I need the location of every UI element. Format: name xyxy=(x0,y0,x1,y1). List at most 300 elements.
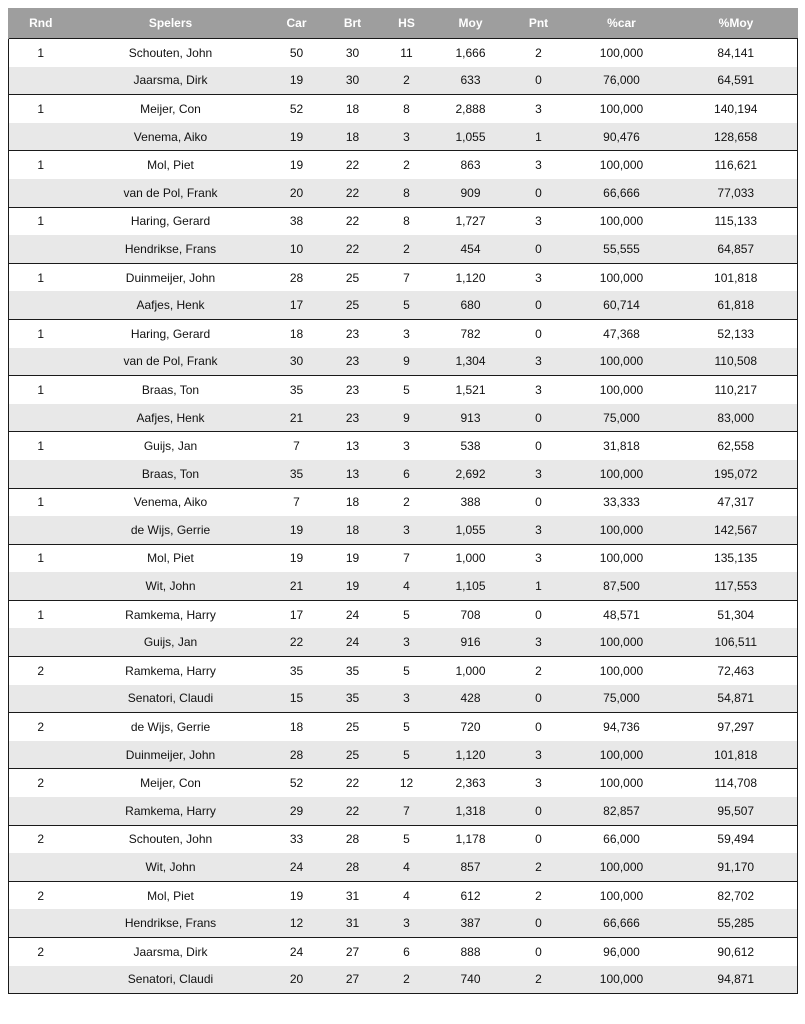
table-row xyxy=(9,713,798,741)
cell-pnt: 3 xyxy=(535,101,542,116)
cell-pct-car: 100,000 xyxy=(599,158,644,173)
header-hs: HS xyxy=(381,8,433,39)
table-row xyxy=(9,123,798,151)
cell-hs: 6 xyxy=(403,944,410,959)
cell-moy: 857 xyxy=(433,853,509,881)
cell-brt: 27 xyxy=(345,944,360,959)
cell-pct-moy: 135,135 xyxy=(675,544,798,572)
cell-rnd xyxy=(9,572,73,600)
results-body xyxy=(9,39,798,994)
cell-hs: 5 xyxy=(403,832,410,847)
cell-brt: 24 xyxy=(345,607,360,622)
cell-pct-car: 100,000 xyxy=(569,460,675,488)
cell-brt: 22 xyxy=(345,776,360,791)
cell-pnt: 3 xyxy=(535,270,542,285)
table-row xyxy=(9,853,798,881)
cell-player-name: Schouten, John xyxy=(128,45,213,60)
cell-moy: 388 xyxy=(460,495,481,510)
header-rnd: Rnd xyxy=(9,8,73,39)
cell-pct-car: 100,000 xyxy=(599,270,644,285)
cell-pct-moy: 110,508 xyxy=(675,348,798,376)
cell-rnd xyxy=(9,853,73,881)
table-row xyxy=(9,151,798,179)
cell-pnt: 0 xyxy=(509,404,569,432)
cell-player-name: Aafjes, Henk xyxy=(73,291,269,319)
cell-player-name: Braas, Ton xyxy=(141,382,200,397)
cell-car: 7 xyxy=(293,439,300,454)
cell-moy: 1,000 xyxy=(455,663,486,678)
cell-pct-moy: 115,133 xyxy=(675,207,798,235)
cell-player-name: Duinmeijer, John xyxy=(125,270,216,285)
cell-moy: 916 xyxy=(433,628,509,656)
cell-brt: 22 xyxy=(325,797,381,825)
table-row xyxy=(9,319,798,347)
cell-pct-car: 100,000 xyxy=(569,741,675,769)
cell-rnd xyxy=(9,797,73,825)
cell-rnd: 2 xyxy=(9,769,73,797)
cell-pct-moy: 110,217 xyxy=(675,376,798,404)
cell-car: 18 xyxy=(289,720,304,735)
cell-pct-moy: 52,133 xyxy=(675,319,798,347)
cell-rnd: 1 xyxy=(9,432,73,460)
cell-pct-moy: 140,194 xyxy=(675,95,798,123)
cell-pct-car: 100,000 xyxy=(599,382,644,397)
cell-car: 35 xyxy=(289,663,304,678)
cell-hs: 4 xyxy=(403,888,410,903)
header-pct-moy: %Moy xyxy=(675,8,798,39)
cell-hs: 5 xyxy=(403,720,410,735)
cell-player-name: Meijer, Con xyxy=(140,776,201,791)
cell-pct-car: 87,500 xyxy=(569,572,675,600)
cell-pnt: 0 xyxy=(509,291,569,319)
cell-rnd xyxy=(9,516,73,544)
cell-pct-moy: 64,591 xyxy=(675,67,798,95)
cell-car: 19 xyxy=(269,123,325,151)
cell-pct-moy: 77,033 xyxy=(675,179,798,207)
cell-hs: 2 xyxy=(381,235,433,263)
cell-rnd: 1 xyxy=(9,600,73,628)
cell-player-name: Jaarsma, Dirk xyxy=(73,67,269,95)
cell-pct-car: 31,818 xyxy=(603,439,640,454)
cell-pct-car: 100,000 xyxy=(569,516,675,544)
cell-car: 7 xyxy=(293,495,300,510)
cell-pnt: 0 xyxy=(509,179,569,207)
table-row xyxy=(9,376,798,404)
cell-hs: 3 xyxy=(403,326,410,341)
cell-hs: 6 xyxy=(381,460,433,488)
cell-hs: 12 xyxy=(399,776,414,791)
cell-pct-car: 55,555 xyxy=(569,235,675,263)
cell-car: 17 xyxy=(289,607,304,622)
cell-brt: 18 xyxy=(325,123,381,151)
cell-pct-car: 100,000 xyxy=(569,628,675,656)
cell-pnt: 0 xyxy=(535,720,542,735)
cell-hs: 8 xyxy=(403,214,410,229)
cell-pct-moy: 94,871 xyxy=(675,966,798,994)
cell-player-name: Venema, Aiko xyxy=(73,123,269,151)
cell-pnt: 1 xyxy=(509,572,569,600)
cell-pnt: 2 xyxy=(535,663,542,678)
cell-brt: 27 xyxy=(325,966,381,994)
cell-brt: 13 xyxy=(325,460,381,488)
cell-brt: 23 xyxy=(325,348,381,376)
cell-hs: 7 xyxy=(403,270,410,285)
cell-pct-car: 100,000 xyxy=(599,45,644,60)
cell-pnt: 0 xyxy=(535,944,542,959)
cell-moy: 1,666 xyxy=(455,45,486,60)
table-row xyxy=(9,235,798,263)
cell-pct-car: 47,368 xyxy=(603,326,640,341)
cell-rnd: 2 xyxy=(9,825,73,853)
cell-car: 19 xyxy=(269,67,325,95)
table-row xyxy=(9,291,798,319)
cell-hs: 8 xyxy=(403,101,410,116)
cell-pct-moy: 116,621 xyxy=(675,151,798,179)
cell-pnt: 3 xyxy=(535,158,542,173)
cell-rnd xyxy=(9,123,73,151)
cell-rnd: 2 xyxy=(9,657,73,685)
cell-hs: 11 xyxy=(400,45,413,60)
cell-rnd: 1 xyxy=(9,39,73,67)
cell-hs: 3 xyxy=(403,439,410,454)
cell-pct-moy: 90,612 xyxy=(675,938,798,966)
cell-hs: 4 xyxy=(381,853,433,881)
cell-brt: 25 xyxy=(325,741,381,769)
cell-moy: 680 xyxy=(433,291,509,319)
cell-pct-moy: 64,857 xyxy=(675,235,798,263)
cell-pct-moy: 83,000 xyxy=(675,404,798,432)
table-row xyxy=(9,348,798,376)
cell-pct-moy: 82,702 xyxy=(675,881,798,909)
cell-brt: 25 xyxy=(345,720,360,735)
cell-brt: 19 xyxy=(345,551,360,566)
cell-moy: 1,304 xyxy=(433,348,509,376)
cell-brt: 22 xyxy=(325,179,381,207)
cell-hs: 7 xyxy=(381,797,433,825)
table-row xyxy=(9,404,798,432)
cell-car: 28 xyxy=(289,270,304,285)
results-table xyxy=(8,8,798,994)
cell-car: 19 xyxy=(289,551,304,566)
cell-brt: 31 xyxy=(325,909,381,937)
cell-moy: 633 xyxy=(433,67,509,95)
cell-brt: 22 xyxy=(325,235,381,263)
cell-player-name: Hendrikse, Frans xyxy=(73,909,269,937)
cell-car: 19 xyxy=(289,158,304,173)
cell-pct-moy: 47,317 xyxy=(675,488,798,516)
cell-pct-car: 100,000 xyxy=(599,214,644,229)
cell-brt: 30 xyxy=(325,67,381,95)
cell-player-name: Aafjes, Henk xyxy=(73,404,269,432)
cell-moy: 2,363 xyxy=(455,776,486,791)
cell-rnd xyxy=(9,909,73,937)
cell-pct-moy: 128,658 xyxy=(675,123,798,151)
cell-pnt: 3 xyxy=(509,741,569,769)
cell-moy: 1,178 xyxy=(455,832,486,847)
cell-pct-car: 100,000 xyxy=(569,966,675,994)
table-row xyxy=(9,516,798,544)
cell-pct-moy: 51,304 xyxy=(675,600,798,628)
cell-brt: 28 xyxy=(325,853,381,881)
table-row xyxy=(9,909,798,937)
cell-brt: 28 xyxy=(345,832,360,847)
cell-pct-moy: 101,818 xyxy=(675,741,798,769)
cell-brt: 18 xyxy=(345,495,360,510)
table-row xyxy=(9,263,798,291)
header-row xyxy=(9,8,798,39)
cell-car: 52 xyxy=(289,101,304,116)
cell-brt: 23 xyxy=(345,382,360,397)
cell-moy: 1,521 xyxy=(455,382,486,397)
cell-rnd: 2 xyxy=(9,713,73,741)
cell-rnd: 2 xyxy=(9,881,73,909)
cell-pnt: 0 xyxy=(509,235,569,263)
cell-moy: 1,727 xyxy=(455,214,486,229)
cell-pct-moy: 59,494 xyxy=(675,825,798,853)
cell-moy: 538 xyxy=(460,439,481,454)
cell-hs: 9 xyxy=(381,404,433,432)
cell-pct-car: 33,333 xyxy=(603,495,640,510)
cell-rnd: 1 xyxy=(9,207,73,235)
table-row xyxy=(9,938,798,966)
cell-pct-moy: 55,285 xyxy=(675,909,798,937)
table-row xyxy=(9,797,798,825)
cell-player-name: de Wijs, Gerrie xyxy=(73,516,269,544)
cell-moy: 387 xyxy=(433,909,509,937)
cell-moy: 888 xyxy=(460,944,481,959)
cell-rnd: 2 xyxy=(9,938,73,966)
table-row xyxy=(9,207,798,235)
cell-pnt: 0 xyxy=(535,495,542,510)
cell-pct-car: 66,666 xyxy=(569,179,675,207)
cell-car: 19 xyxy=(269,516,325,544)
cell-hs: 2 xyxy=(381,966,433,994)
cell-car: 20 xyxy=(269,966,325,994)
cell-rnd: 1 xyxy=(9,151,73,179)
cell-pnt: 0 xyxy=(535,439,542,454)
cell-pct-car: 75,000 xyxy=(569,685,675,713)
cell-player-name: Ramkema, Harry xyxy=(125,663,216,678)
cell-pnt: 0 xyxy=(509,797,569,825)
cell-player-name: Meijer, Con xyxy=(140,101,201,116)
cell-pct-moy: 106,511 xyxy=(675,628,798,656)
cell-hs: 5 xyxy=(403,382,410,397)
cell-player-name: Mol, Piet xyxy=(147,158,194,173)
table-row xyxy=(9,460,798,488)
cell-car: 10 xyxy=(269,235,325,263)
cell-pct-car: 100,000 xyxy=(599,551,644,566)
cell-car: 24 xyxy=(289,944,304,959)
header-car: Car xyxy=(269,8,325,39)
cell-pct-car: 94,736 xyxy=(603,720,640,735)
cell-pnt: 2 xyxy=(509,966,569,994)
cell-rnd xyxy=(9,628,73,656)
cell-brt: 30 xyxy=(345,45,360,60)
table-row xyxy=(9,39,798,67)
table-row xyxy=(9,95,798,123)
cell-hs: 3 xyxy=(381,123,433,151)
cell-moy: 1,318 xyxy=(433,797,509,825)
cell-pnt: 1 xyxy=(509,123,569,151)
cell-player-name: van de Pol, Frank xyxy=(73,348,269,376)
cell-hs: 5 xyxy=(403,663,410,678)
cell-moy: 913 xyxy=(433,404,509,432)
cell-hs: 2 xyxy=(403,495,410,510)
header-moy: Moy xyxy=(433,8,509,39)
cell-pct-car: 90,476 xyxy=(569,123,675,151)
cell-pct-moy: 72,463 xyxy=(675,657,798,685)
table-row xyxy=(9,685,798,713)
cell-brt: 22 xyxy=(345,214,360,229)
cell-rnd xyxy=(9,404,73,432)
cell-hs: 3 xyxy=(381,628,433,656)
cell-pnt: 3 xyxy=(509,348,569,376)
cell-player-name: Guijs, Jan xyxy=(143,439,198,454)
cell-car: 30 xyxy=(269,348,325,376)
cell-player-name: van de Pol, Frank xyxy=(73,179,269,207)
header-spelers: Spelers xyxy=(73,8,269,39)
cell-player-name: Senatori, Claudi xyxy=(73,685,269,713)
cell-pct-moy: 117,553 xyxy=(675,572,798,600)
table-row xyxy=(9,628,798,656)
cell-car: 24 xyxy=(269,853,325,881)
table-row xyxy=(9,769,798,797)
cell-pct-moy: 84,141 xyxy=(675,39,798,67)
table-row xyxy=(9,881,798,909)
cell-pct-moy: 114,708 xyxy=(675,769,798,797)
cell-moy: 2,692 xyxy=(433,460,509,488)
cell-brt: 22 xyxy=(345,158,360,173)
cell-player-name: Schouten, John xyxy=(128,832,213,847)
cell-player-name: Mol, Piet xyxy=(147,888,194,903)
cell-car: 21 xyxy=(269,572,325,600)
cell-hs: 5 xyxy=(403,607,410,622)
cell-brt: 24 xyxy=(325,628,381,656)
cell-pct-car: 82,857 xyxy=(569,797,675,825)
cell-hs: 3 xyxy=(381,685,433,713)
cell-moy: 428 xyxy=(433,685,509,713)
cell-moy: 1,105 xyxy=(433,572,509,600)
cell-rnd: 1 xyxy=(9,263,73,291)
cell-hs: 5 xyxy=(381,291,433,319)
cell-pct-car: 100,000 xyxy=(599,663,644,678)
cell-pnt: 0 xyxy=(535,607,542,622)
cell-pnt: 0 xyxy=(509,67,569,95)
cell-rnd xyxy=(9,235,73,263)
cell-car: 18 xyxy=(289,326,304,341)
cell-player-name: de Wijs, Gerrie xyxy=(130,720,211,735)
cell-rnd xyxy=(9,291,73,319)
table-row xyxy=(9,488,798,516)
cell-hs: 4 xyxy=(381,572,433,600)
cell-pct-car: 100,000 xyxy=(569,853,675,881)
header-pnt: Pnt xyxy=(509,8,569,39)
cell-moy: 720 xyxy=(460,720,481,735)
cell-pct-car: 75,000 xyxy=(569,404,675,432)
cell-moy: 863 xyxy=(460,158,481,173)
cell-pct-moy: 142,567 xyxy=(675,516,798,544)
cell-brt: 19 xyxy=(325,572,381,600)
cell-pct-moy: 101,818 xyxy=(675,263,798,291)
cell-pct-moy: 91,170 xyxy=(675,853,798,881)
cell-player-name: Haring, Gerard xyxy=(130,214,211,229)
cell-pnt: 3 xyxy=(509,460,569,488)
cell-car: 17 xyxy=(269,291,325,319)
cell-rnd xyxy=(9,966,73,994)
cell-pct-car: 96,000 xyxy=(603,944,640,959)
table-row xyxy=(9,179,798,207)
cell-pnt: 0 xyxy=(509,909,569,937)
cell-player-name: Hendrikse, Frans xyxy=(73,235,269,263)
cell-hs: 3 xyxy=(381,909,433,937)
cell-car: 29 xyxy=(269,797,325,825)
cell-pct-moy: 95,507 xyxy=(675,797,798,825)
cell-rnd: 1 xyxy=(9,319,73,347)
cell-moy: 1,000 xyxy=(455,551,486,566)
cell-brt: 35 xyxy=(345,663,360,678)
cell-player-name: Wit, John xyxy=(73,853,269,881)
cell-rnd: 1 xyxy=(9,95,73,123)
cell-moy: 2,888 xyxy=(455,101,486,116)
table-row xyxy=(9,432,798,460)
cell-brt: 31 xyxy=(345,888,360,903)
cell-hs: 9 xyxy=(381,348,433,376)
cell-rnd xyxy=(9,685,73,713)
cell-player-name: Venema, Aiko xyxy=(133,495,208,510)
cell-moy: 1,120 xyxy=(433,741,509,769)
cell-pct-car: 100,000 xyxy=(569,348,675,376)
cell-pct-car: 48,571 xyxy=(603,607,640,622)
cell-pnt: 2 xyxy=(535,45,542,60)
cell-player-name: Braas, Ton xyxy=(73,460,269,488)
table-row xyxy=(9,544,798,572)
cell-brt: 23 xyxy=(345,326,360,341)
cell-brt: 23 xyxy=(325,404,381,432)
cell-brt: 25 xyxy=(345,270,360,285)
cell-pnt: 2 xyxy=(509,853,569,881)
cell-player-name: Duinmeijer, John xyxy=(73,741,269,769)
cell-pct-moy: 54,871 xyxy=(675,685,798,713)
cell-rnd xyxy=(9,67,73,95)
cell-rnd xyxy=(9,179,73,207)
cell-player-name: Ramkema, Harry xyxy=(125,607,216,622)
cell-car: 35 xyxy=(289,382,304,397)
cell-car: 38 xyxy=(289,214,304,229)
cell-pnt: 3 xyxy=(535,382,542,397)
cell-rnd: 1 xyxy=(9,544,73,572)
cell-pnt: 3 xyxy=(535,551,542,566)
table-row xyxy=(9,572,798,600)
cell-pnt: 3 xyxy=(535,776,542,791)
table-row xyxy=(9,825,798,853)
cell-hs: 2 xyxy=(381,67,433,95)
cell-moy: 782 xyxy=(460,326,481,341)
cell-brt: 18 xyxy=(345,101,360,116)
cell-moy: 454 xyxy=(433,235,509,263)
cell-player-name: Ramkema, Harry xyxy=(73,797,269,825)
cell-rnd: 1 xyxy=(9,376,73,404)
cell-player-name: Senatori, Claudi xyxy=(73,966,269,994)
header-brt: Brt xyxy=(325,8,381,39)
cell-hs: 2 xyxy=(403,158,410,173)
cell-car: 20 xyxy=(269,179,325,207)
cell-pnt: 0 xyxy=(535,326,542,341)
cell-car: 52 xyxy=(289,776,304,791)
cell-car: 28 xyxy=(269,741,325,769)
cell-rnd xyxy=(9,348,73,376)
cell-player-name: Wit, John xyxy=(73,572,269,600)
cell-moy: 1,055 xyxy=(433,516,509,544)
